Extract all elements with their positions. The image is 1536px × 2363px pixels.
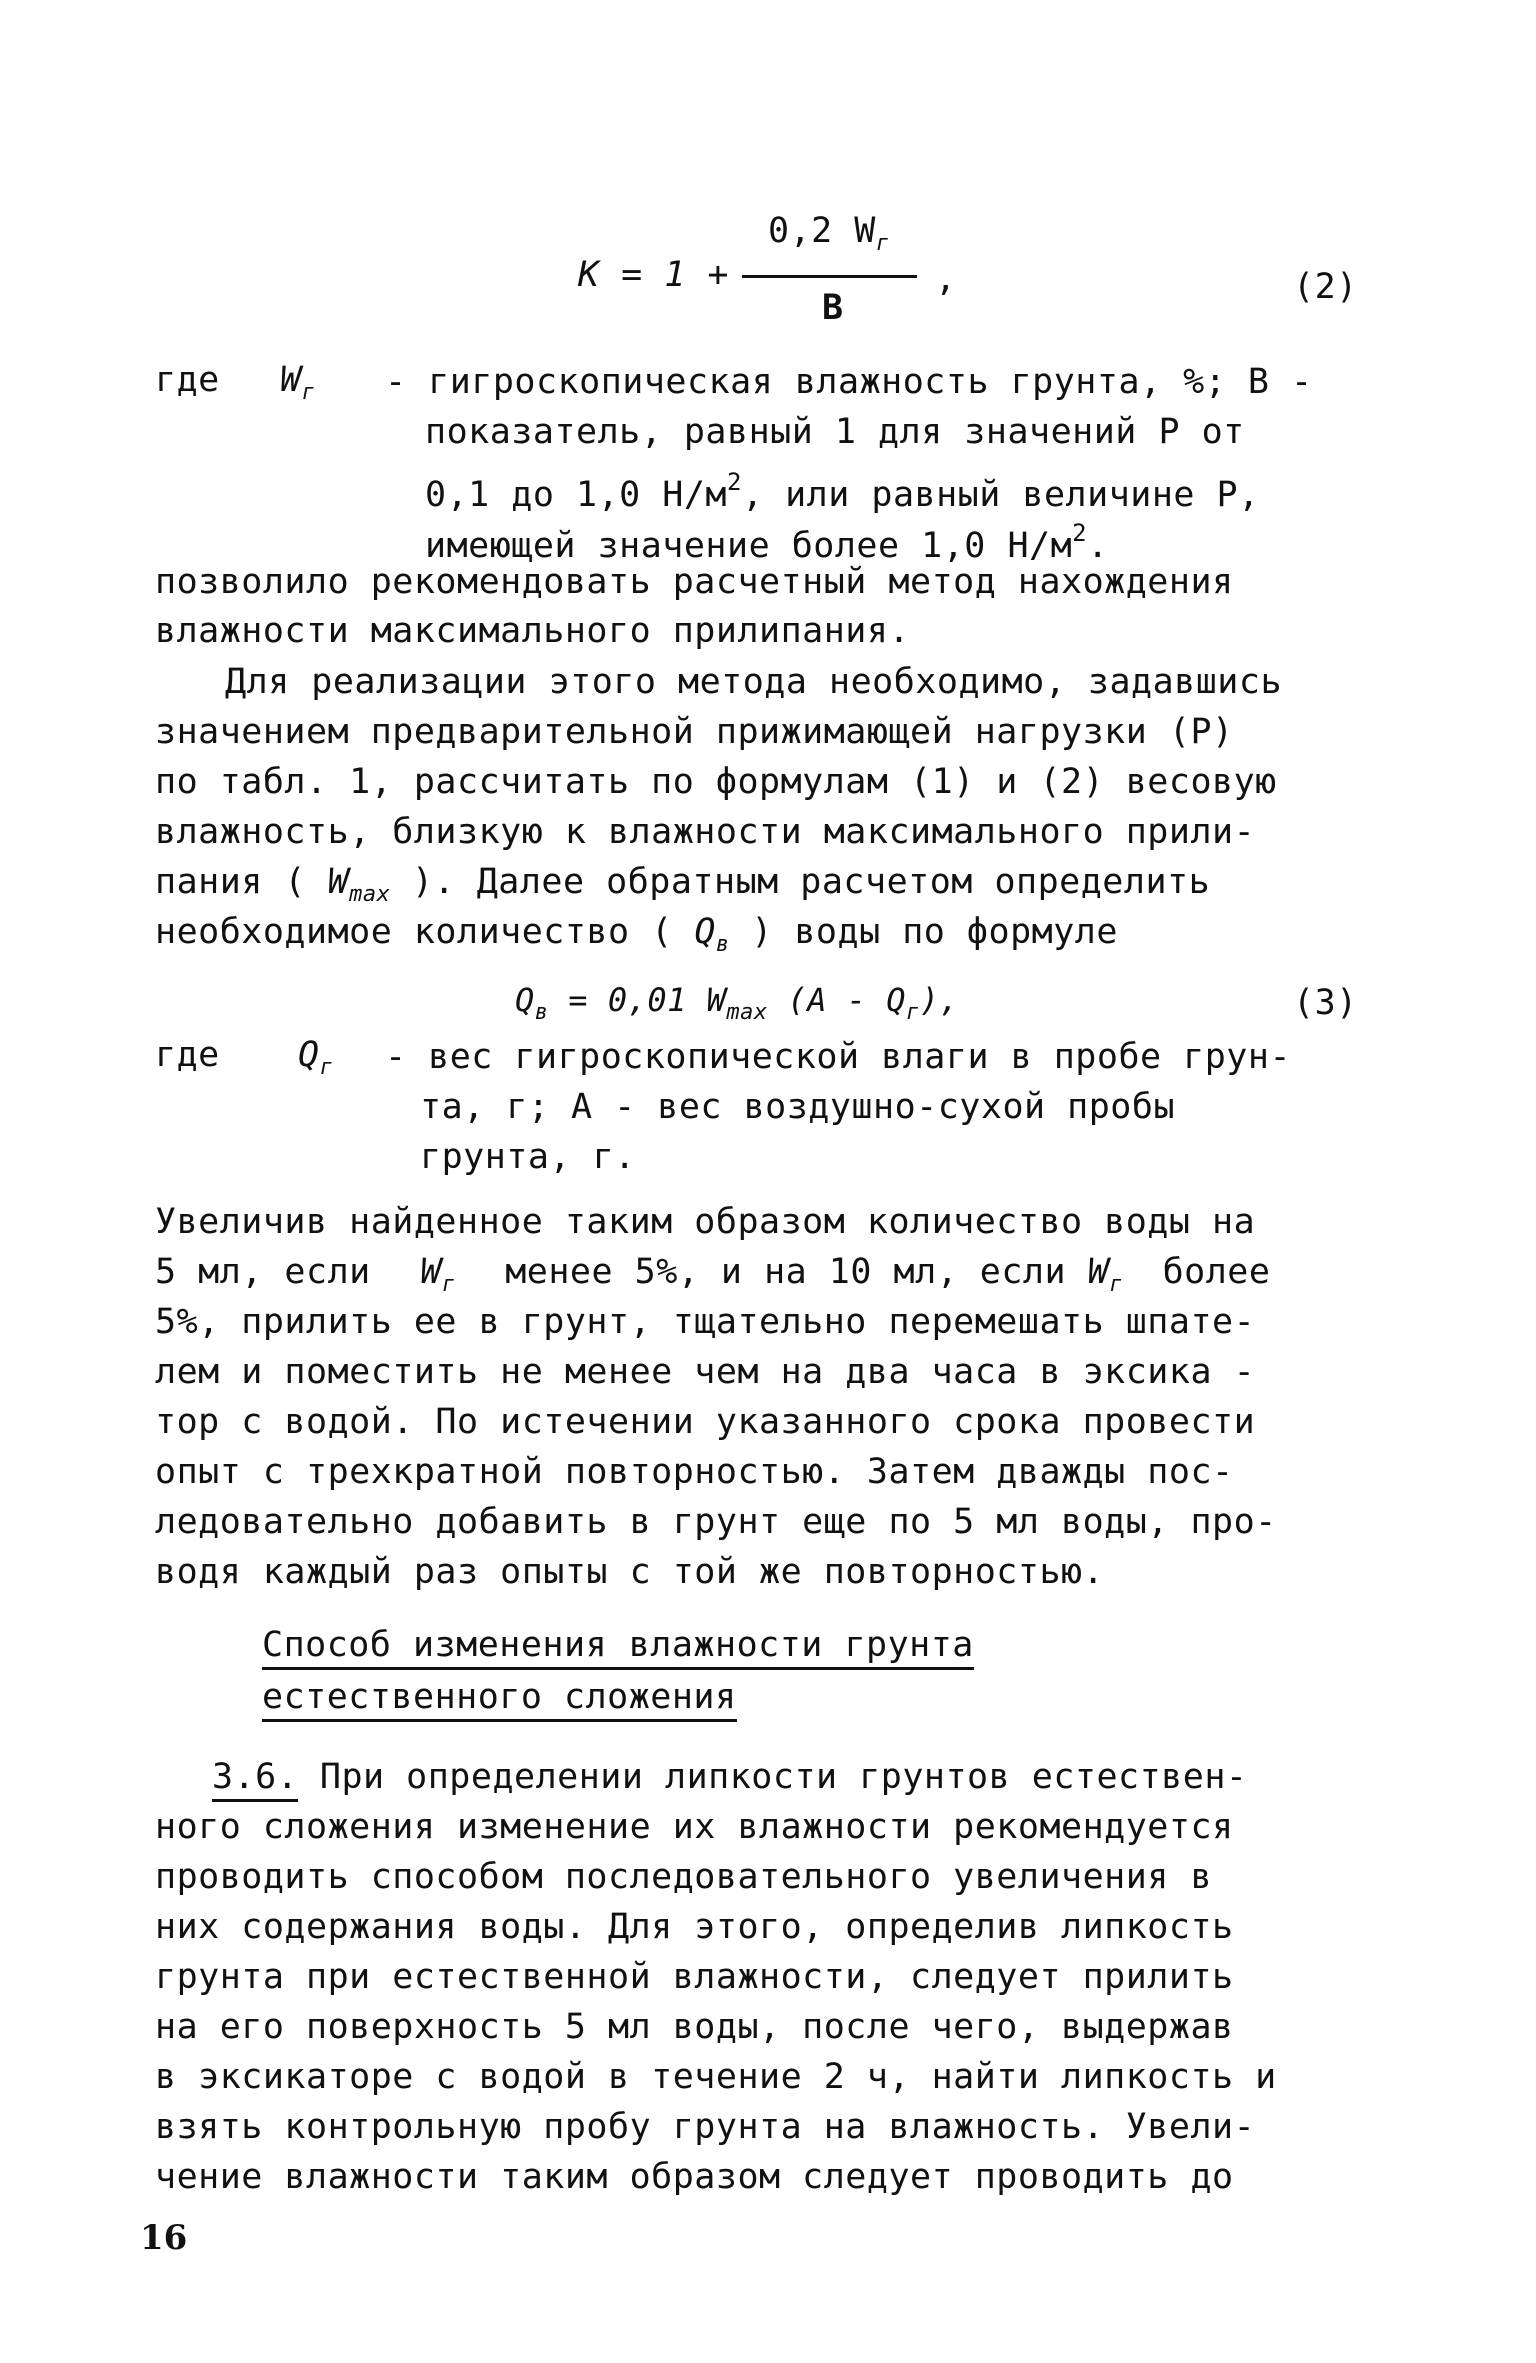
f3-end: ), (919, 981, 960, 1019)
symbol-w-2-sub: г (1109, 1272, 1123, 1297)
para4-line-4: них содержания воды. Для этого, определив липкость (155, 1907, 1234, 1947)
section-heading-line-1 (262, 1620, 974, 1670)
symbol-q-g: Q (298, 1035, 320, 1075)
section-number: 3.6. (212, 1757, 298, 1802)
para4-line-6: на его поверхность 5 мл воды, после чего, выдержав (155, 2007, 1234, 2047)
where-symbol-2 (298, 1030, 333, 1093)
para3-line-8: водя каждый раз опыты с той же повторностью. (155, 1552, 1105, 1592)
para3-line-7: ледовательно добавить в грунт еще по 5 мл воды, про- (155, 1502, 1277, 1542)
page-number: 16 (140, 2218, 188, 2258)
heading-text-2: естественного сложения (262, 1677, 737, 1722)
para2-line-2: значением предварительной прижимающей нагрузки (P) (155, 712, 1234, 752)
para4-line-3: проводить способом последовательного увеличения в (155, 1857, 1213, 1897)
where2-line-2: та, г; А - вес воздушно-сухой пробы (420, 1087, 1176, 1127)
section-heading-line-2 (262, 1672, 737, 1722)
para3-line-2-after: более (1162, 1252, 1271, 1292)
formula-2-number: (2) (1293, 267, 1358, 307)
para3-line-2-mid: менее 5%, и на 10 мл, если (505, 1252, 1067, 1292)
para2-line-1: Для реализации этого метода необходимо, задавшись (225, 662, 1283, 702)
symbol-q-v-sub: в (715, 932, 730, 957)
para2-line-5-before: пания ( (155, 862, 307, 902)
symbol-w-max-sub: max (349, 882, 391, 907)
para3-line-2-before: 5 мл, если (155, 1252, 371, 1292)
where-symbol-1 (280, 355, 315, 418)
symbol-q-v: Q (694, 912, 716, 952)
para3-line-1: Увеличив найденное таким образом количество воды на (155, 1202, 1256, 1242)
f3-mid: = 0,01 W (548, 981, 727, 1019)
para2-line-5-after: ). Далее обратным расчетом определить (412, 862, 1211, 902)
where2-line-1: - вес гигроскопической влаги в пробе грун- (385, 1037, 1292, 1077)
para3-line-6: опыт с трехкратной повторностью. Затем дважды пос- (155, 1452, 1234, 1492)
para3-line-4: лем и поместить не менее чем на два часа в эксика - (155, 1352, 1256, 1392)
f3-rest-sub: г (906, 1000, 920, 1025)
heading-text-1: Способ изменения влажности грунта (262, 1625, 974, 1670)
para4-line-5: грунта при естественной влажности, следует прилить (155, 1957, 1234, 1997)
para2-line-6 (155, 907, 1118, 970)
symbol-w: W (280, 360, 302, 400)
para4-line-2: ного сложения изменение их влажности рекомендуется (155, 1807, 1234, 1847)
formula-3-number: (3) (1293, 983, 1358, 1023)
f3-q: Q (515, 981, 535, 1019)
para4-line-8: взять контрольную пробу грунта на влажность. Увели- (155, 2107, 1256, 2147)
formula-2-lhs: K = 1 + (578, 255, 730, 295)
para1-line-1: позволило рекомендовать расчетный метод нахождения (155, 562, 1234, 602)
where1-line-1: - гигроскопическая влажность грунта, %; B - (385, 362, 1313, 402)
para4-line-1-text: При определении липкости грунтов естествен- (319, 1757, 1248, 1797)
formula-2-numerator (768, 206, 890, 269)
symbol-w-1-sub: г (441, 1272, 456, 1297)
para4-line-9: чение влажности таким образом следует проводить до (155, 2157, 1234, 2197)
para2-line-3: по табл. 1, рассчитать по формулам (1) и (2) весовую (155, 762, 1277, 802)
numerator-text: 0,2 W (768, 211, 876, 251)
formula-2-denominator: B (822, 288, 844, 328)
symbol-w-max: W (327, 862, 350, 902)
para4-line-7: в эксикаторе с водой в течение 2 ч, найти липкость и (155, 2057, 1277, 2097)
where1-line-4-rest: . (1087, 526, 1109, 566)
where1-line-2: показатель, равный 1 для значений P от (425, 412, 1245, 452)
formula-2-comma: , (935, 259, 957, 299)
f3-mid-sub: max (726, 1000, 768, 1025)
f3-q-sub: в (534, 1000, 549, 1025)
where-word-1: где (155, 360, 220, 400)
where1-line-4-sup: 2 (1072, 519, 1088, 547)
symbol-w-sub: г (301, 380, 316, 405)
where-word-2: где (155, 1035, 220, 1075)
formula-3 (515, 975, 959, 1038)
where2-line-3: грунта, г. (420, 1137, 636, 1177)
where1-line-4-text: имеющей значение более 1,0 Н/м (425, 526, 1073, 566)
where1-line-3-sup: 2 (727, 468, 742, 496)
symbol-q-g-sub: г (319, 1055, 334, 1080)
where1-line-3-rest: , или равный величине P, (741, 475, 1260, 515)
fraction-bar (742, 275, 917, 278)
para2-line-4: влажность, близкую к влажности максимального прили- (155, 812, 1256, 852)
symbol-w-1: W (420, 1252, 442, 1292)
para2-line-6-before: необходимое количество ( (155, 912, 673, 952)
para2-line-6-after: ) воды по формуле (751, 912, 1118, 952)
para1-line-2: влажности максимального прилипания. (155, 611, 911, 651)
para3-line-5: тор с водой. По истечении указанного срока провести (155, 1402, 1256, 1442)
symbol-w-2: W (1087, 1252, 1110, 1292)
para3-line-3: 5%, прилить ее в грунт, тщательно перемешать шпате- (155, 1302, 1256, 1342)
para4-line-1 (212, 1752, 1247, 1802)
where1-line-3-text: 0,1 до 1,0 Н/м (425, 475, 728, 515)
f3-rest: (A - Q (767, 981, 907, 1019)
numerator-sub: г (875, 231, 890, 256)
